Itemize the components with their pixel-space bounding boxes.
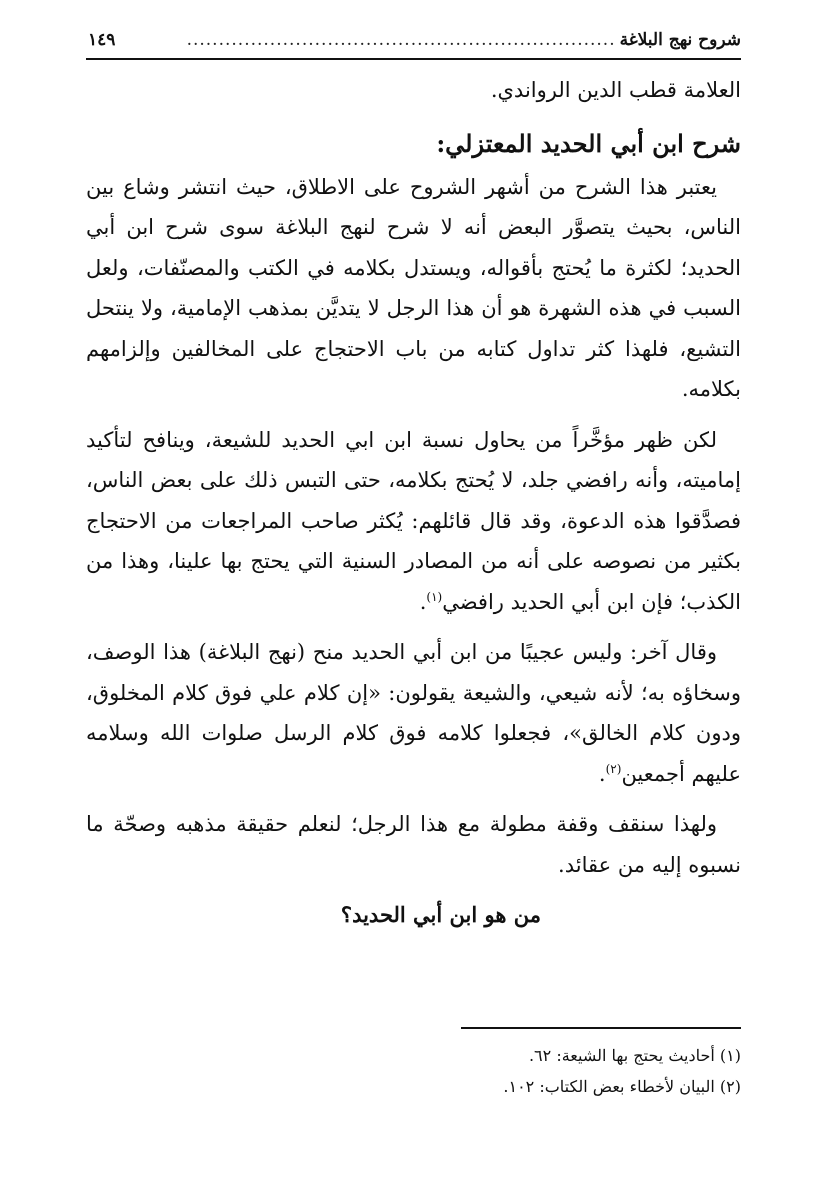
header-rule bbox=[86, 58, 741, 60]
running-header bbox=[88, 30, 741, 56]
paragraph-4: ولهذا سنقف وقفة مطولة مع هذا الرجل؛ لنعلم حقيقة مذهبه وصحّة ما نسبوه إليه من عقائد. bbox=[86, 812, 741, 877]
paragraph-1: يعتبر هذا الشرح من أشهر الشروح على الاطلاق، حيث انتشر وشاع بين الناس، بحيث يتصوَّر البعض أنه لا شرح لنهج البلاغة سوى شرح ابن أبي الحديد؛ لكثرة ما يُحتج بأقواله، ويستدل بكلامه في الكتب والمصنّفات، ولعل السبب في هذه الشهرة هو أن هذا الرجل لا يتديَّن بمذهب الإمامية، ولا ينتحل التشيع، فلهذا كثر تداول كتابه من باب الاحتجاج على المخالفين وإلزامهم بكلامه. bbox=[86, 174, 741, 401]
paragraph-3-text: وقال آخر: وليس عجيبًا من ابن أبي الحديد منح (نهج البلاغة) هذا الوصف، وسخاؤه به؛ لأنه شيعي، والشيعة يقولون: «إن كلام علي فوق كلام المخلوق، ودون كلام الخالق»، فجعلوا كلامه فوق كلام الرسل صلوات الله وسلامه عليهم أجمعين bbox=[86, 640, 741, 786]
footnote-ref-2[interactable]: (٢) bbox=[605, 761, 622, 776]
page-body bbox=[86, 70, 741, 935]
running-title: شروح نهج البلاغة bbox=[619, 30, 741, 50]
page-number: ١٤٩ bbox=[88, 30, 116, 50]
footnote-2: (٢) البيان لأخطاء بعض الكتاب: ١٠٢. bbox=[503, 1077, 741, 1096]
footnote-rule bbox=[461, 1027, 741, 1029]
paragraph-3-end: . bbox=[598, 761, 606, 786]
paragraph-3 bbox=[86, 632, 741, 794]
footnote-1: (١) أحاديث يحتج بها الشيعة: ٦٢. bbox=[528, 1046, 741, 1065]
leader-dots: ................................................................... bbox=[186, 30, 616, 50]
section-title: شرح ابن أبي الحديد المعتزلي: bbox=[436, 128, 741, 158]
footnotes bbox=[86, 1040, 741, 1102]
paragraph-2-text: لكن ظهر مؤخَّراً من يحاول نسبة ابن ابي الحديد للشيعة، وينافح لتأكيد إماميته، وأنه رافضي جلد، لا يُحتج بكلامه، حتى التبس ذلك على بعض الناس، فصدَّقوا هذه الدعوة، وقد قال قائلهم: يُكثر صاحب المراجعات من الاحتجاج بكثير من نصوصه على أنه من المصادر السنية التي يحتج بها علينا، وهذا من الكذب؛ فإن ابن أبي الحديد رافضي bbox=[86, 427, 741, 614]
intro-line: العلامة قطب الدين الرواندي. bbox=[490, 78, 741, 102]
footnote-ref-1[interactable]: (١) bbox=[426, 589, 443, 604]
subheading: من هو ابن أبي الحديد؟ bbox=[340, 902, 541, 927]
paragraph-2 bbox=[86, 420, 741, 623]
paragraph-2-end: . bbox=[419, 589, 427, 614]
